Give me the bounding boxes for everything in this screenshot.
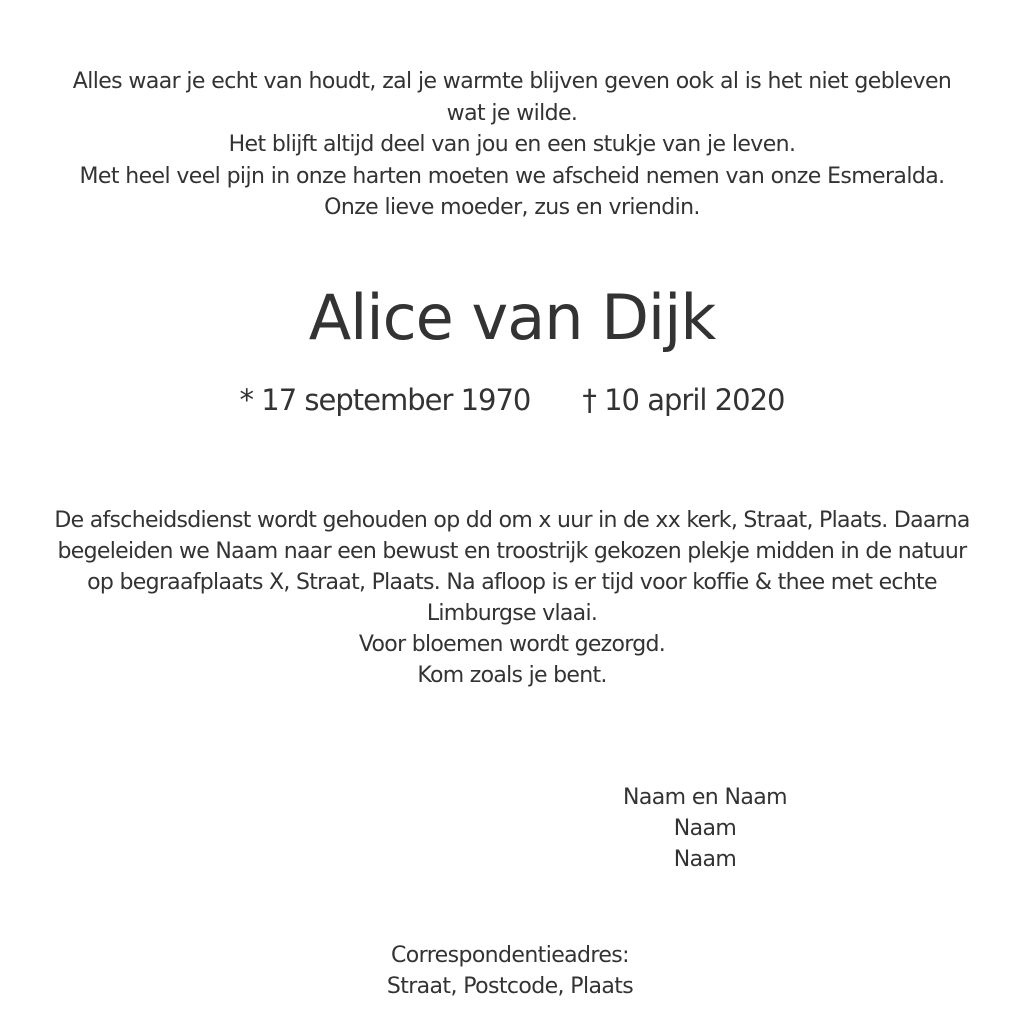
death-date: † 10 april 2020 [582,383,785,417]
signers [600,782,810,875]
service-line: Kom zoals je bent. [417,663,607,688]
service-line: De afscheidsdienst wordt gehouden op dd om x uur in de xx kerk, Straat, Plaats. Daarna [54,508,970,533]
service-line: Limburgse vlaai. [426,601,598,626]
poem-line: Alles waar je echt van houdt, zal je warmte blijven geven ook al is het niet gebleven [72,69,952,94]
correspondence-label: Correspondentieadres: [391,943,629,968]
signer-line: Naam [673,847,737,872]
service-line: op begraafplaats X, Straat, Plaats. Na afloop is er tijd voor koffie & thee met echte [87,570,937,595]
poem-line: Het blijft altijd deel van jou en een stukje van je leven. [228,132,796,157]
deceased-name: Alice van Dijk [308,281,716,354]
poem-line: wat je wilde. [446,100,578,126]
correspondence-address [360,940,660,1002]
signer-line: Naam [673,816,737,841]
correspondence-value: Straat, Postcode, Plaats [386,974,634,999]
service-line: Voor bloemen wordt gezorgd. [358,632,666,657]
opening-poem [0,66,1024,224]
life-dates [0,378,1024,422]
birth-date: * 17 september 1970 [239,383,531,417]
service-details [0,505,1024,691]
poem-line: Met heel veel pijn in onze harten moeten we afscheid nemen van onze Esmeralda. [79,163,945,189]
service-line: begeleiden we Naam naar een bewust en troostrijk gekozen plekje midden in de natuur [57,539,967,564]
signer-line: Naam en Naam [623,785,787,810]
poem-line: Onze lieve moeder, zus en vriendin. [324,195,700,220]
